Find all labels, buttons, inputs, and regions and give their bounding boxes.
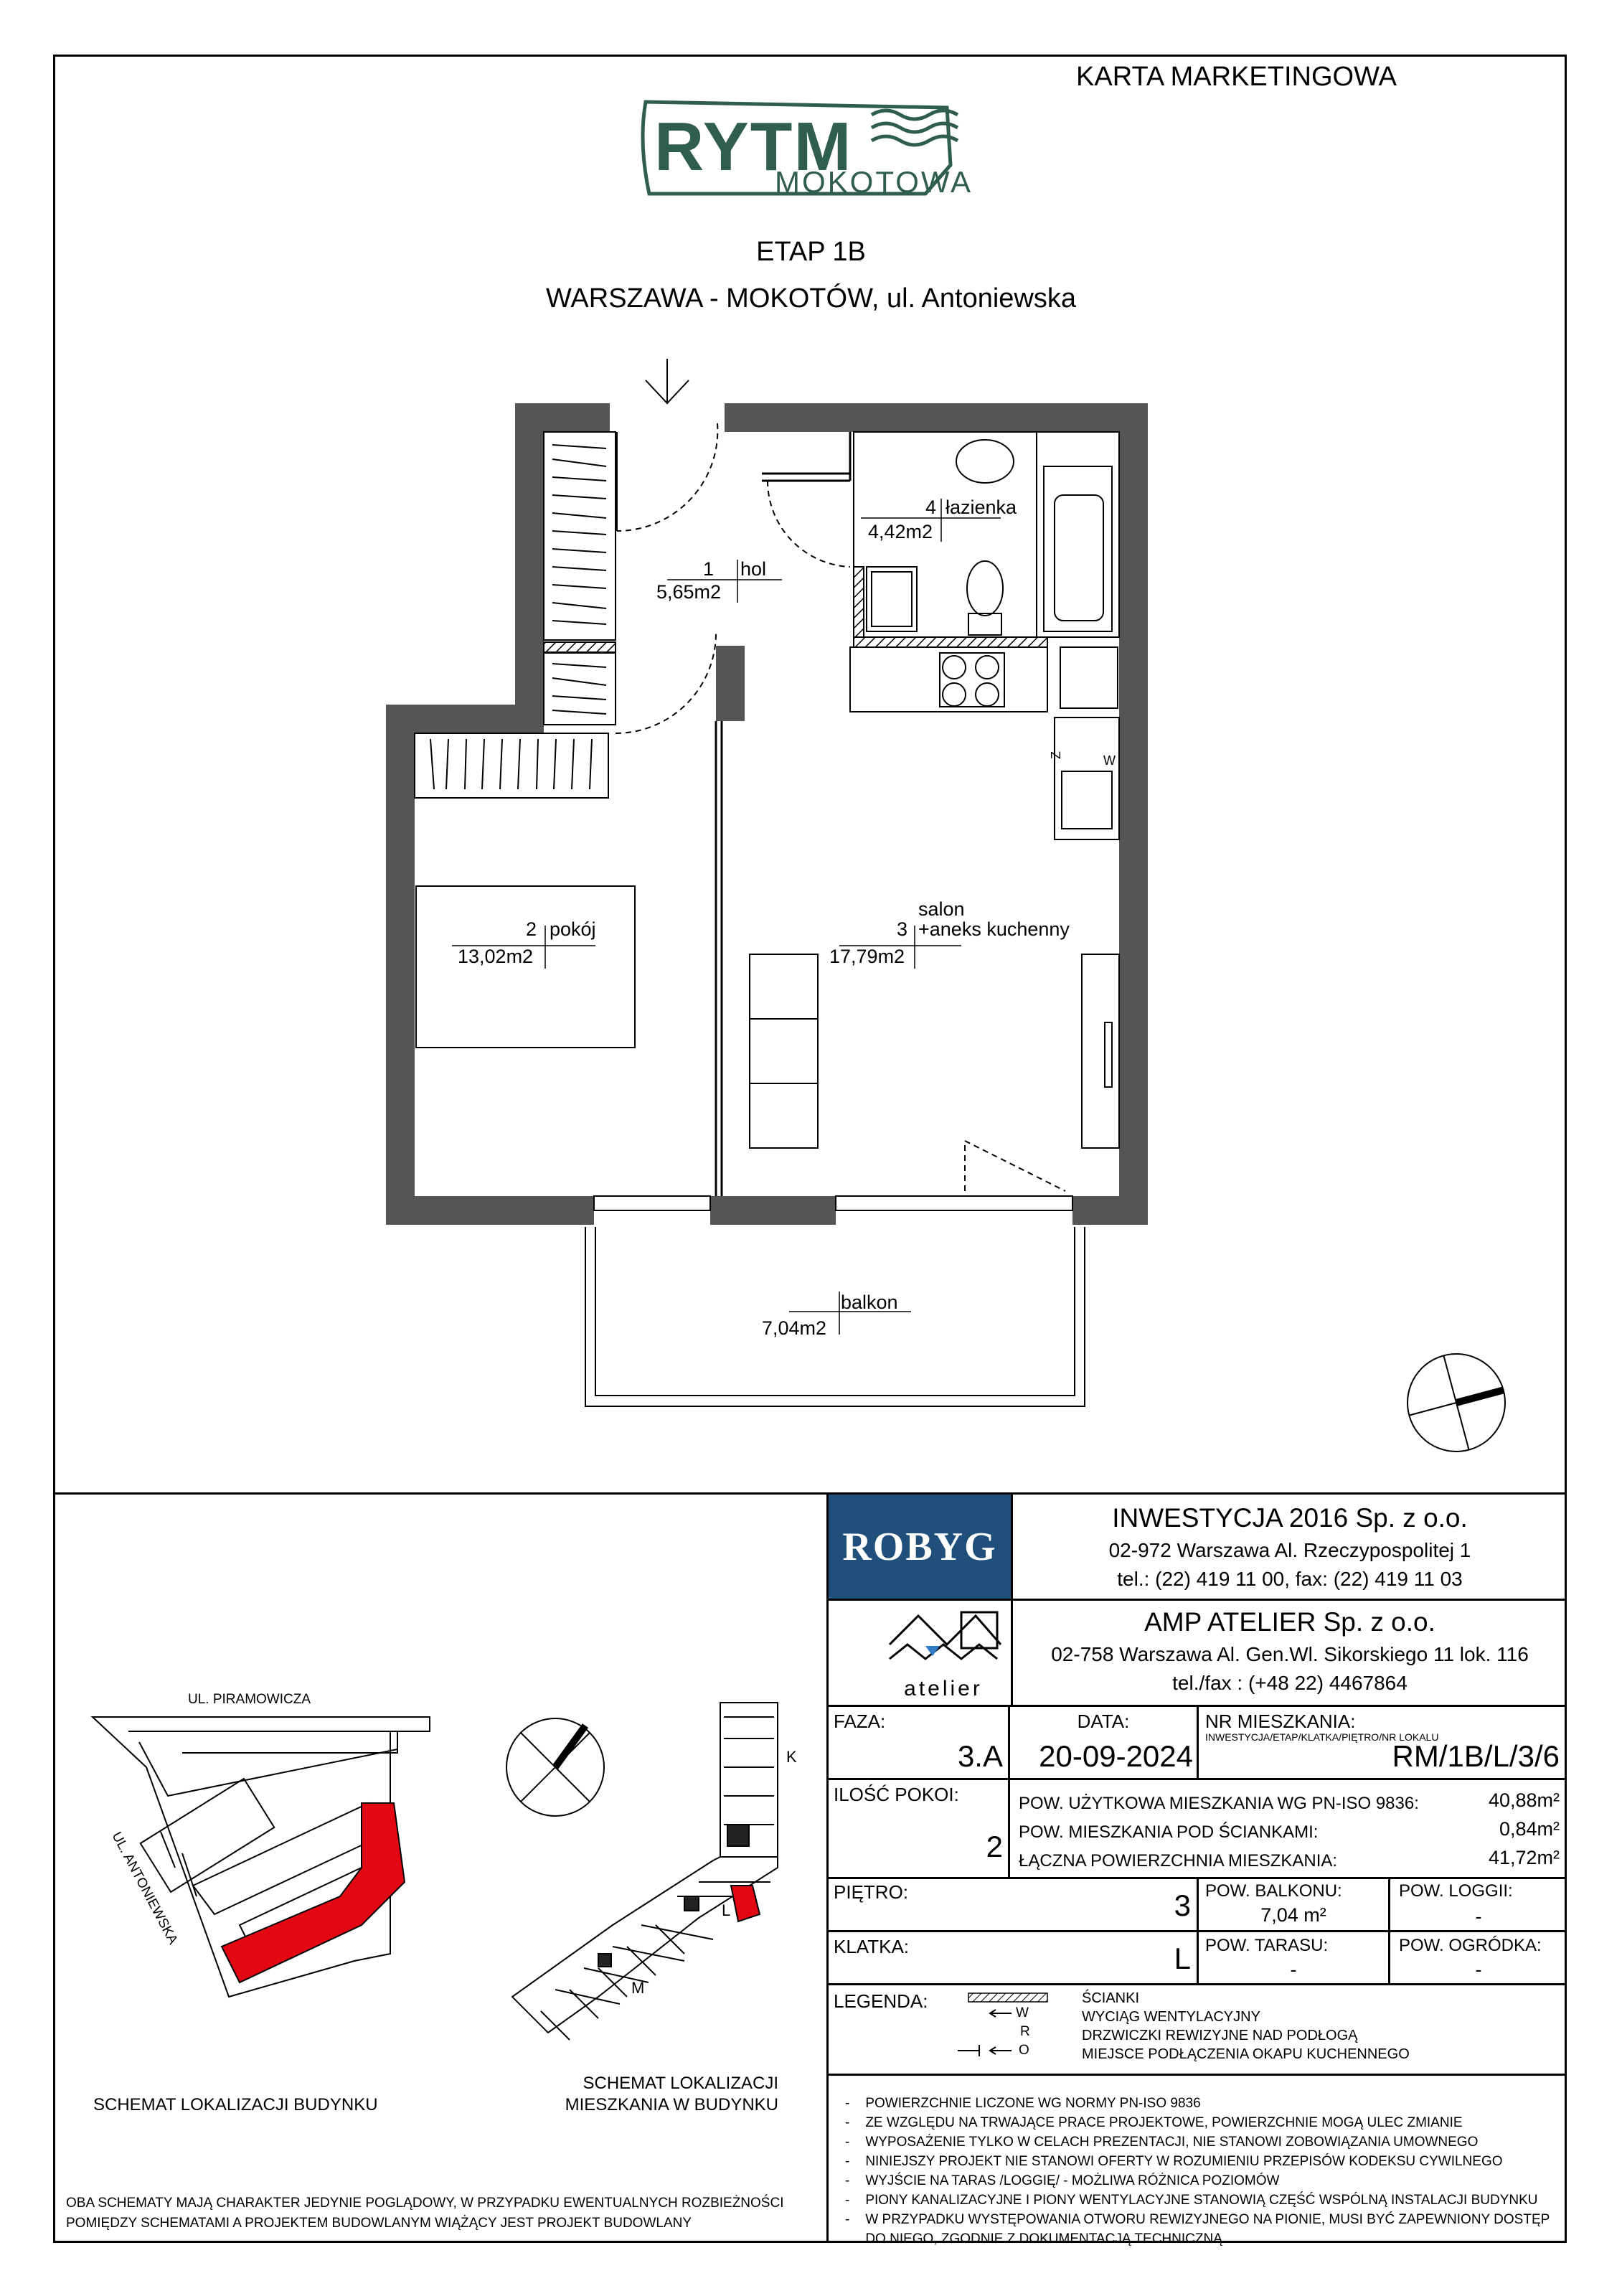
room-3-area: 17,79m2 — [829, 946, 905, 967]
legend-item-hood: MIEJSCE PODŁĄCZENIA OKAPU KUCHENNEGO — [1082, 2046, 1410, 2062]
architect-phone: tel./fax : (+48 22) 4467864 — [1172, 1672, 1408, 1694]
nr-sub: INWESTYCJA/ETAP/KLATKA/PIĘTRO/NR LOKALU — [1205, 1731, 1439, 1743]
loggia-value: - — [1475, 1906, 1482, 1927]
note-7: W PRZYPADKU WYSTĘPOWANIA OTWORU REWIZYJNEGO NA PIONIE, MUSI BYĆ ZAPEWNIONY DOSTĘP — [865, 2212, 1550, 2227]
architect-address: 02-758 Warszawa Al. Gen.Wl. Sikorskiego 11 lok. 116 — [1051, 1643, 1529, 1665]
note-1: POWIERZCHNIE LICZONE WG NORMY PN-ISO 9836 — [865, 2096, 1201, 2111]
note-3: WYPOSAŻENIE TYLKO W CELACH PREZENTACJI, NIE STANOWI ZOBOWIĄZANIA UMOWNEGO — [865, 2135, 1479, 2150]
taras-label: POW. TARASU: — [1205, 1936, 1329, 1955]
robyg-logo — [829, 1495, 1011, 1599]
logo-mokotowa: MOKOTOWA — [775, 165, 973, 199]
plan-compass — [1408, 1354, 1505, 1452]
address-title: WARSZAWA - MOKOTÓW, ul. Antoniewska — [545, 283, 1077, 314]
legend-symbols — [954, 1987, 1055, 2059]
robyg-text: ROBYG — [842, 1524, 997, 1569]
flat-highlight — [731, 1886, 760, 1921]
note-5: WYJŚCIE NA TARAS /LOGGIĘ/ - MOŻLIWA RÓŻNICA POZIOMÓW — [865, 2173, 1280, 2188]
pokoi-value: 2 — [986, 1830, 1003, 1863]
ogrodek-label: POW. OGRÓDKA: — [1399, 1936, 1542, 1955]
site-compass — [506, 1718, 604, 1816]
atelier-text: atelier — [904, 1677, 983, 1700]
balcony-name: balkon — [841, 1292, 898, 1313]
flat-caption-1: SCHEMAT LOKALIZACJI — [583, 2074, 778, 2093]
pietro-label: PIĘTRO: — [834, 1881, 909, 1903]
note-6: PIONY KANALIZACYJNE I PIONY WENTYLACYJNE STANOWIĄ CZĘŚĆ WSPÓLNĄ INSTALACJI BUDYNKU — [865, 2193, 1538, 2208]
notes-list: - POWIERZCHNIE LICZONE WG NORMY PN-ISO 9836 - ZE WZGLĘDU NA TRWAJĄCE PRACE PROJEKTOWE, POWIERZCHNIE MOGĄ ULEC ZMIANIE - WYPOSAŻENIE TYLKO W CELACH PREZENTACJI, NIE STANOWI ZOBOWIĄZANIA UMOWNEGO - NINIEJSZY PROJEKT NIE STANOWI OFERTY W ROZUMIENIU PRZEPISÓW KODEKSU CYWILNEGO - WYJŚCIE NA TARAS /LOGGIĘ/ - MOŻLIWA RÓŻNICA POZIOMÓW - PIONY KANALIZACYJNE I PIONY WENTYLACYJNE STANOWIĄ CZĘŚĆ WSPÓLNĄ INSTALACJI BUDYNKU - W PRZYPADKU WYSTĘPOWANIA OTWORU REWIZYJNEGO NA PIONIE, MUSI BYĆ ZAPEWNIONY DOSTĘP DO NIEGO, ZGODNIE Z DOKUMENTACJĄ TECHNICZNĄ — [845, 2094, 1550, 2249]
legend-item-vent: WYCIĄG WENTYLACYJNY — [1082, 2009, 1260, 2025]
walls — [386, 403, 1148, 1225]
logo-rytm: RYTM — [654, 108, 853, 185]
room-4-name: łazienka — [946, 497, 1017, 518]
street-antoniewska: UL. ANTONIEWSKA — [108, 1830, 181, 1947]
taras-value: - — [1290, 1959, 1297, 1980]
stage-title: ETAP 1B — [756, 237, 866, 267]
building-floor-scheme — [512, 1703, 778, 2040]
pu-value: 40,88m² — [1488, 1789, 1560, 1811]
loggia-label: POW. LOGGII: — [1399, 1881, 1513, 1901]
balkon-value: 7,04 m² — [1260, 1904, 1326, 1926]
ogrodek-value: - — [1475, 1959, 1482, 1980]
investor-phone: tel.: (22) 419 11 00, fax: (22) 419 11 03 — [1117, 1568, 1463, 1590]
investor-address: 02-972 Warszawa Al. Rzeczypospolitej 1 — [1108, 1539, 1471, 1561]
pu-label: POW. UŻYTKOWA MIESZKANIA WG PN-ISO 9836: — [1019, 1794, 1419, 1813]
pl-value: 41,72m² — [1488, 1847, 1560, 1868]
atelier-logo — [875, 1601, 1012, 1705]
room-4-area: 4,42m2 — [868, 521, 933, 542]
faza-label: FAZA: — [834, 1711, 886, 1732]
mark-w: W — [1103, 753, 1116, 768]
data-label: DATA: — [1077, 1711, 1130, 1732]
klatka-label: KLATKA: — [834, 1936, 910, 1957]
pokoi-label: ILOŚĆ POKOI: — [834, 1784, 959, 1805]
psc-value: 0,84m² — [1499, 1818, 1560, 1840]
balcony-outline — [585, 1227, 1085, 1406]
disclaimer-2: POMIĘDZY SCHEMATAMI A PROJEKTEM BUDOWLANYM WIĄŻĄCY JEST PROJEKT BUDOWLANY — [66, 2216, 692, 2231]
balkon-label: POW. BALKONU: — [1205, 1881, 1342, 1901]
legend-sym-r: R — [1020, 2024, 1030, 2039]
legend-sym-o: O — [1019, 2043, 1029, 2058]
room-3-num: 3 — [897, 918, 908, 940]
klatka-value: L — [1174, 1942, 1191, 1975]
room-2-area: 13,02m2 — [458, 946, 534, 967]
room-4-num: 4 — [925, 497, 937, 518]
room-3-name: salon — [918, 898, 965, 920]
bathroom-fixtures — [850, 432, 1119, 839]
nr-value: RM/1B/L/3/6 — [1392, 1739, 1560, 1773]
legend-item-walls: ŚCIANKI — [1082, 1990, 1140, 2006]
legend-item-hatch: DRZWICZKI REWIZYJNE NAD PODŁOGĄ — [1082, 2028, 1358, 2043]
atelier-logo-graphic — [875, 1601, 1012, 1680]
flat-caption-2: MIESZKANIA W BUDYNKU — [565, 2095, 778, 2114]
street-piramowicza: UL. PIRAMOWICZA — [188, 1692, 311, 1707]
architect-name: AMP ATELIER Sp. z o.o. — [1144, 1607, 1435, 1637]
note-4: NINIEJSZY PROJEKT NIE STANOWI OFERTY W ROZUMIENIU PRZEPISÓW KODEKSU CYWILNEGO — [865, 2154, 1503, 2169]
label-l: L — [722, 1901, 731, 1919]
legend-label: LEGENDA: — [834, 1990, 928, 2012]
room-2-name: pokój — [550, 918, 596, 940]
building-caption: SCHEMAT LOKALIZACJI BUDYNKU — [93, 2095, 378, 2114]
legend-sym-w: W — [1016, 2005, 1029, 2020]
building-highlight — [222, 1803, 405, 1982]
faza-value: 3.A — [957, 1739, 1003, 1773]
pietro-value: 3 — [1174, 1888, 1191, 1922]
psc-label: POW. MIESZKANIA POD ŚCIANKAMI: — [1019, 1822, 1319, 1842]
data-value: 20-09-2024 — [1039, 1739, 1193, 1773]
room-1-num: 1 — [703, 558, 715, 580]
room-1-area: 5,65m2 — [656, 581, 722, 603]
room-1-name: hol — [740, 558, 767, 580]
note-8: DO NIEGO, ZGODNIE Z DOKUMENTACJĄ TECHNICZNĄ — [865, 2231, 1222, 2246]
label-k: K — [786, 1748, 797, 1766]
nr-label: NR MIESZKANIA: — [1205, 1711, 1356, 1732]
room-3-name2: +aneks kuchenny — [918, 918, 1070, 940]
label-m: M — [631, 1979, 645, 1997]
investor-name: INWESTYCJA 2016 Sp. z o.o. — [1112, 1503, 1468, 1533]
note-2: ZE WZGLĘDU NA TRWAJĄCE PRACE PROJEKTOWE, POWIERZCHNIE MOGĄ ULEC ZMIANIE — [865, 2115, 1463, 2130]
room-2-num: 2 — [526, 918, 537, 940]
doc-type: KARTA MARKETINGOWA — [1076, 62, 1397, 92]
pl-label: ŁĄCZNA POWIERZCHNIA MIESZKANIA: — [1019, 1851, 1338, 1871]
disclaimer-1: OBA SCHEMATY MAJĄ CHARAKTER JEDYNIE POGLĄDOWY, W PRZYPADKU EWENTUALNYCH ROZBIEŻNOŚCI — [66, 2196, 784, 2211]
mark-z: Z — [1049, 751, 1063, 759]
balcony-area: 7,04m2 — [762, 1317, 827, 1339]
